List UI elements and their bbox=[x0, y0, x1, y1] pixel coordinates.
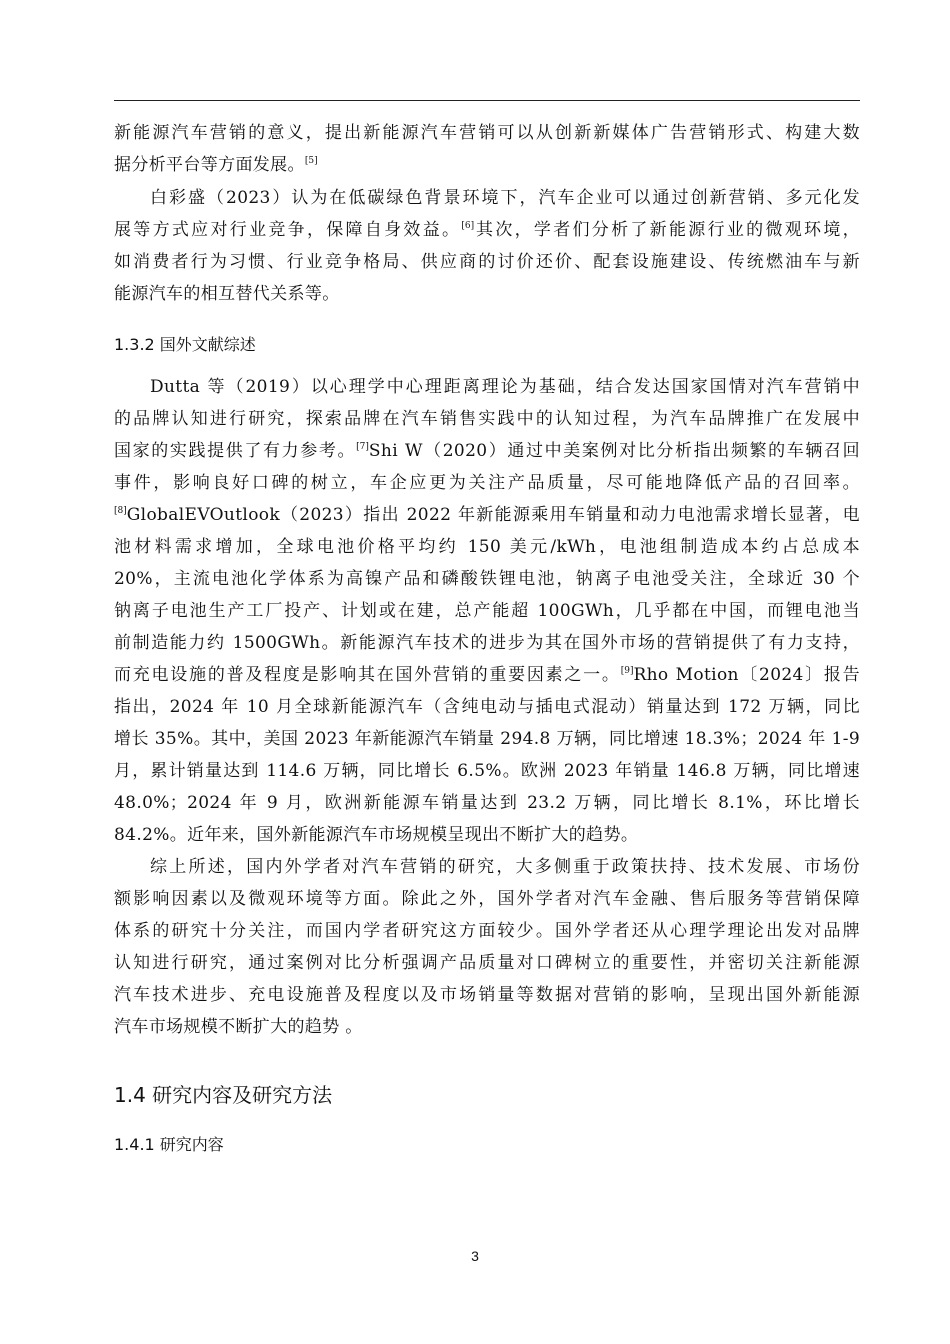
text-run: Shi W（2020）通过中美案例对比分析指出频繁的车辆召回 bbox=[368, 441, 860, 461]
text-line: 增长 35%。其中，美国 2023 年新能源汽车销量 294.8 万辆，同比增速 18.3%；2024 年 1-9 bbox=[114, 729, 860, 749]
citation-9: [9] bbox=[620, 666, 634, 676]
citation-6: [6] bbox=[461, 221, 475, 231]
text-line: 20%，主流电池化学体系为高镍产品和磷酸铁锂电池，钠离子电池受关注，全球近 30 个 bbox=[114, 569, 860, 589]
text-run: 其次，学者们分析了新能源行业的微观环境， bbox=[474, 220, 860, 240]
text-line: 池材料需求增加，全球电池价格平均约 150 美元/kWh，电池组制造成本约占总成本 bbox=[114, 537, 860, 557]
paragraph-3 bbox=[114, 371, 860, 851]
text-run: 而充电设施的普及程度是影响其在国外营销的重要因素之一。 bbox=[114, 665, 621, 685]
text-line: 新能源汽车营销的意义，提出新能源汽车营销可以从创新新媒体广告营销形式、构建大数 bbox=[114, 123, 860, 143]
text-line bbox=[114, 435, 860, 467]
text-line: 汽车技术进步、充电设施普及程度以及市场销量等数据对营销的影响，呈现出国外新能源 bbox=[114, 985, 860, 1005]
text-line bbox=[114, 499, 860, 531]
section-heading-1-4: 1.4 研究内容及研究方法 bbox=[114, 1083, 333, 1107]
text-line: 84.2%。近年来，国外新能源汽车市场规模呈现出不断扩大的趋势。 bbox=[114, 825, 639, 845]
text-run: GlobalEVOutlook（2023）指出 2022 年新能源乘用车销量和动力电池需求增长显著，电 bbox=[126, 505, 860, 525]
text-line: 事件，影响良好口碑的树立，车企应更为关注产品质量，尽可能地降低产品的召回率。 bbox=[114, 473, 860, 493]
paragraph-4 bbox=[114, 851, 860, 1043]
text-line: 认知进行研究，通过案例对比分析强调产品质量对口碑树立的重要性，并密切关注新能源 bbox=[114, 953, 860, 973]
header-rule bbox=[114, 100, 860, 101]
section-heading-1-3-2: 1.3.2 国外文献综述 bbox=[114, 335, 256, 354]
text-line: 能源汽车的相互替代关系等。 bbox=[114, 284, 340, 304]
paragraph-2 bbox=[114, 182, 860, 310]
text-line: 的品牌认知进行研究，探索品牌在汽车销售实践中的认知过程，为汽车品牌推广在发展中 bbox=[114, 409, 860, 429]
text-line: 汽车市场规模不断扩大的趋势 。 bbox=[114, 1017, 363, 1037]
text-line: 白彩盛（2023）认为在低碳绿色背景环境下，汽车企业可以通过创新营销、多元化发 bbox=[150, 188, 860, 208]
text-run: 展等方式应对行业竞争，保障自身效益。 bbox=[114, 220, 462, 240]
paragraph-1 bbox=[114, 117, 860, 181]
citation-7: [7] bbox=[356, 442, 369, 452]
text-line: 体系的研究十分关注，而国内学者研究这方面较少。国外学者还从心理学理论出发对品牌 bbox=[114, 921, 860, 941]
text-line: 指出，2024 年 10 月全球新能源汽车（含纯电动与插电式混动）销量达到 172 万辆，同比 bbox=[114, 697, 860, 717]
text-run: 据分析平台等方面发展。 bbox=[114, 155, 305, 175]
section-heading-1-4-1: 1.4.1 研究内容 bbox=[114, 1135, 224, 1154]
text-line: Dutta 等（2019）以心理学中心理距离理论为基础，结合发达国家国情对汽车营销中 bbox=[150, 377, 860, 397]
text-line bbox=[114, 149, 860, 181]
text-line bbox=[114, 659, 860, 691]
text-line: 额影响因素以及微观环境等方面。除此之外，国外学者对汽车金融、售后服务等营销保障 bbox=[114, 889, 860, 909]
page-number: 3 bbox=[471, 1248, 479, 1264]
text-line bbox=[114, 214, 860, 246]
citation-8: [8] bbox=[114, 506, 127, 516]
text-line: 钠离子电池生产工厂投产、计划或在建，总产能超 100GWh，几乎都在中国，而锂电池当 bbox=[114, 601, 860, 621]
citation-5: [5] bbox=[304, 156, 318, 166]
text-line: 前制造能力约 1500GWh。新能源汽车技术的进步为其在国外市场的营销提供了有力支持， bbox=[114, 633, 860, 653]
text-run: 国家的实践提供了有力参考。 bbox=[114, 441, 357, 461]
text-line: 月，累计销量达到 114.6 万辆，同比增长 6.5%。欧洲 2023 年销量 146.8 万辆，同比增速 bbox=[114, 761, 860, 781]
text-line: 48.0%；2024 年 9 月，欧洲新能源车销量达到 23.2 万辆，同比增长 8.1%，环比增长 bbox=[114, 793, 860, 813]
text-run: Rho Motion〔2024〕报告 bbox=[633, 665, 860, 685]
text-line: 综上所述，国内外学者对汽车营销的研究，大多侧重于政策扶持、技术发展、市场份 bbox=[150, 857, 860, 877]
text-line: 如消费者行为习惯、行业竞争格局、供应商的讨价还价、配套设施建设、传统燃油车与新 bbox=[114, 252, 860, 272]
